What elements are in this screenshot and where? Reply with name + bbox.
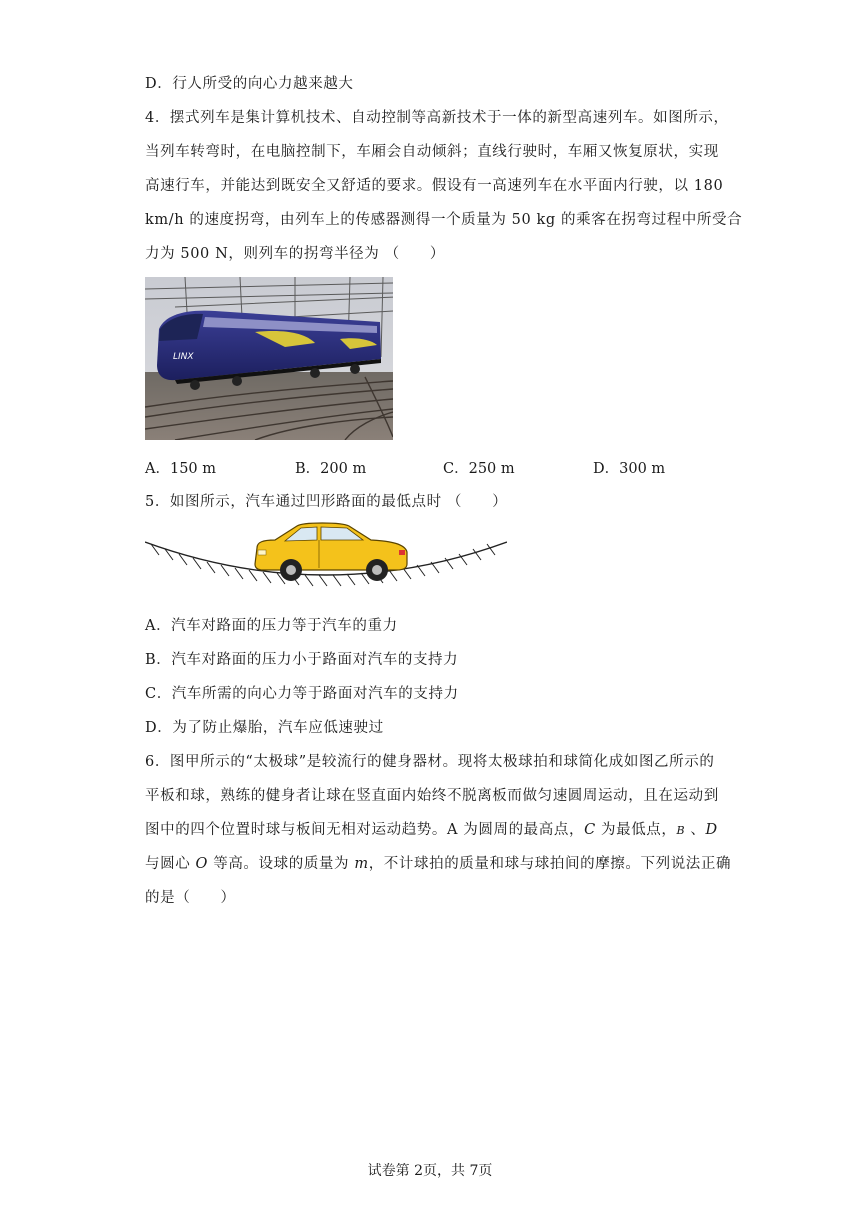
q4-option-a: A．150 m <box>145 461 217 477</box>
q4-option-b: B．200 m <box>295 461 367 477</box>
page-footer: 试卷第 2页，共 7页 <box>367 1163 493 1179</box>
train-logo: LINX <box>173 352 194 362</box>
q6-line3-text-a: 图中的四个位置时球与板间无相对运动趋势。A 为圆周的最高点， <box>145 822 585 838</box>
q4-option-c: C．250 m <box>443 461 515 477</box>
q6-stem-line-4 <box>145 852 731 873</box>
q6-line3-sep: 、 <box>685 822 706 838</box>
var-b: B <box>676 824 686 837</box>
var-d: D <box>705 822 718 838</box>
q4-stem-line-1: 4．摆式列车是集计算机技术、自动控制等高新技术于一体的新型高速列车。如图所示， <box>145 110 729 126</box>
q6-stem-line-2: 平板和球，熟练的健身者让球在竖直面内始终不脱离板而做匀速圆周运动，且在运动到 <box>145 788 719 804</box>
var-o: O <box>195 856 209 872</box>
q4-stem-line-2: 当列车转弯时，在电脑控制下，车厢会自动倾斜；直线行驶时，车厢又恢复原状，实现 <box>145 144 719 160</box>
q5-option-b: B．汽车对路面的压力小于路面对汽车的支持力 <box>145 652 459 668</box>
q6-stem-line-5: 的是（ ） <box>145 890 236 906</box>
q4-stem-line-3: 高速行车，并能达到既安全又舒适的要求。假设有一高速列车在水平面内行驶，以 180 <box>145 178 724 194</box>
var-c: C <box>584 822 596 838</box>
var-m: m <box>354 856 369 872</box>
car-on-concave-road-figure <box>145 520 507 596</box>
q4-stem-line-4: km/h 的速度拐弯，由列车上的传感器测得一个质量为 50 kg 的乘客在拐弯过程中所受合 <box>145 212 743 228</box>
q5-option-d: D．为了防止爆胎，汽车应低速驶过 <box>145 720 384 736</box>
q6-stem-line-3 <box>145 818 718 839</box>
q6-line4-text-a: 与圆心 <box>145 856 196 872</box>
q4-option-d: D．300 m <box>593 461 666 477</box>
q5-option-c: C．汽车所需的向心力等于路面对汽车的支持力 <box>145 686 459 702</box>
q3-option-d: D．行人所受的向心力越来越大 <box>145 76 354 92</box>
q6-line3-text-b: 为最低点， <box>595 822 677 838</box>
q4-stem-line-5: 力为 500 N，则列车的拐弯半径为 （ ） <box>145 246 445 262</box>
train-photo <box>145 277 393 440</box>
q5-stem: 5．如图所示，汽车通过凹形路面的最低点时 （ ） <box>145 494 508 510</box>
q6-line4-text-b: 等高。设球的质量为 <box>208 856 355 872</box>
q5-option-a: A．汽车对路面的压力等于汽车的重力 <box>145 618 398 634</box>
q6-line4-text-c: ，不计球拍的质量和球与球拍间的摩擦。下列说法正确 <box>368 856 732 872</box>
q6-stem-line-1: 6．图甲所示的“太极球”是较流行的健身器材。现将太极球拍和球简化成如图乙所示的 <box>145 754 715 770</box>
